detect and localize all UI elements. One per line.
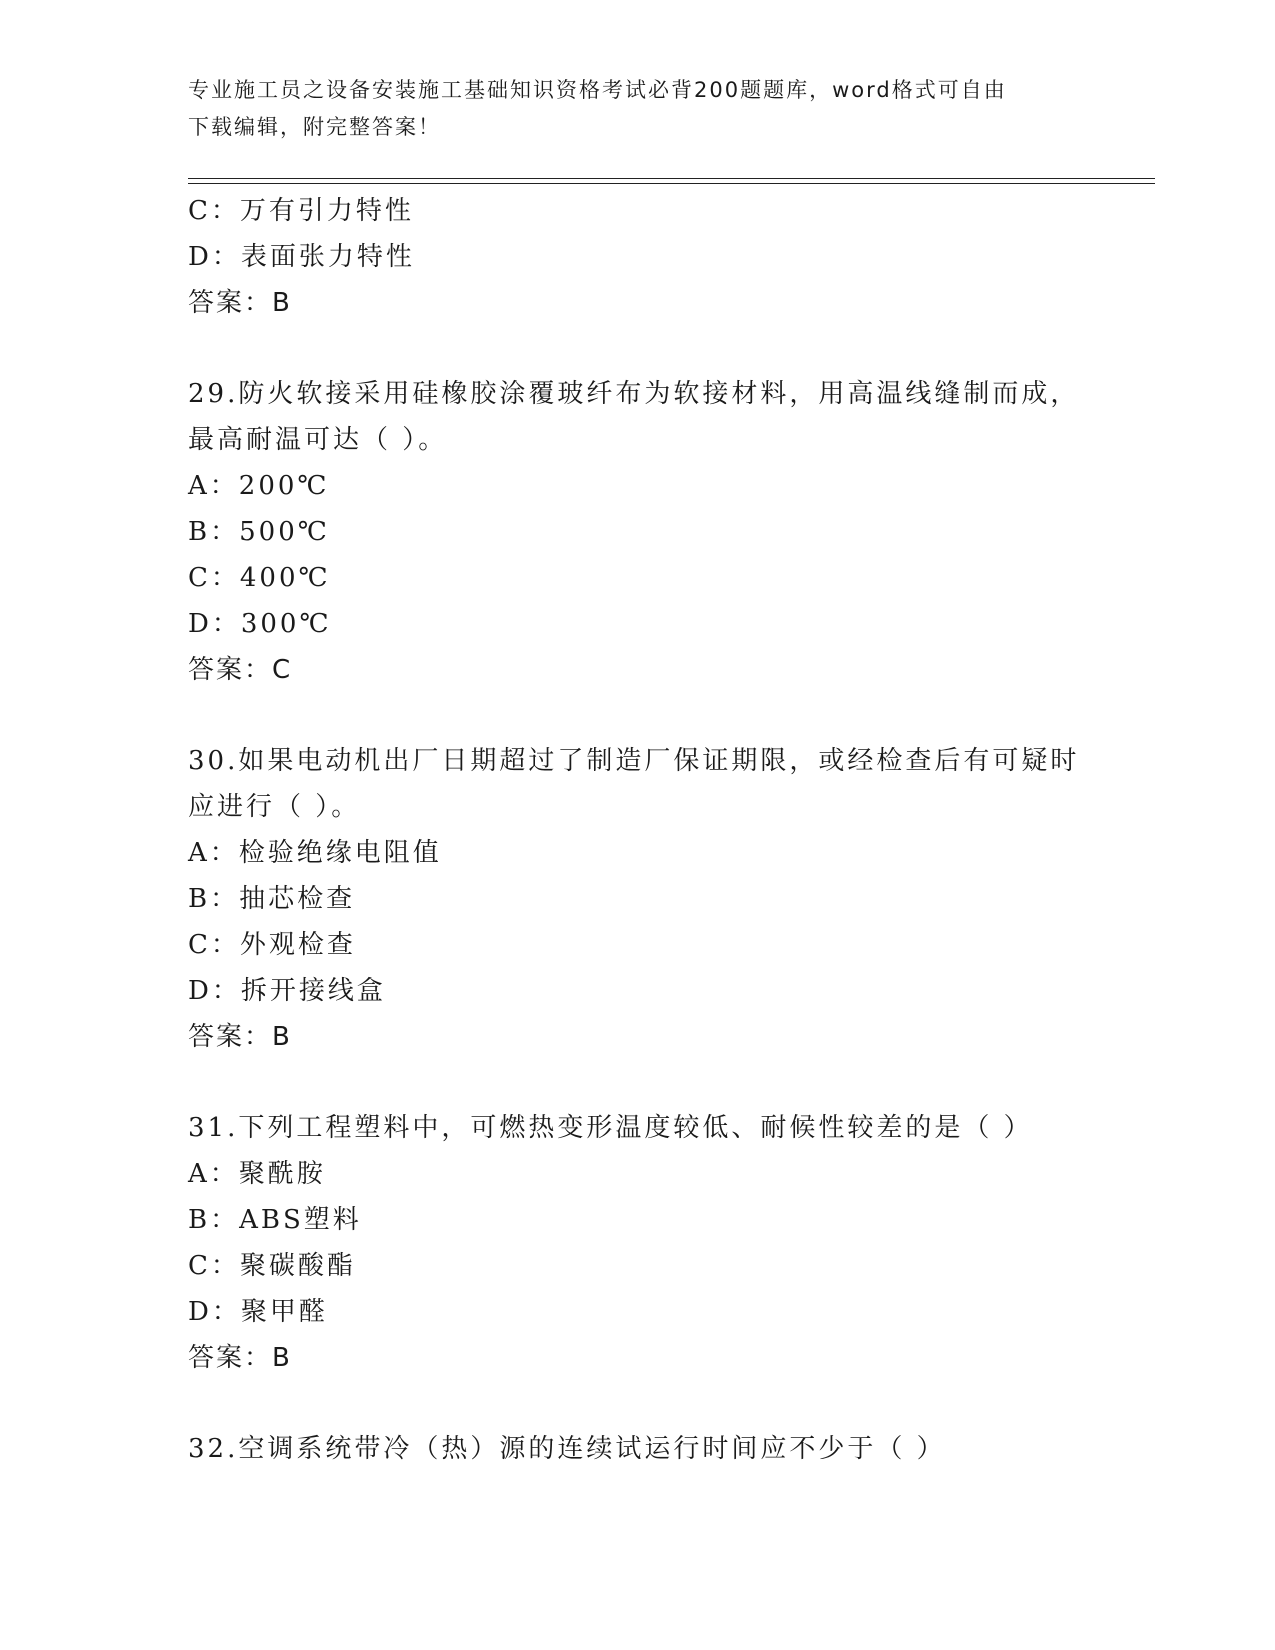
option-b: B：ABS塑料 (188, 1205, 362, 1235)
question-stem: 31.下列工程塑料中，可燃热变形温度较低、耐候性较差的是（ ） (188, 1113, 1033, 1143)
answer-line: 答案：B (188, 1022, 292, 1052)
question-stem-cont: 最高耐温可达（ ）。 (188, 425, 448, 455)
document-body (188, 188, 1088, 1472)
question-stem: 29.防火软接采用硅橡胶涂覆玻纤布为软接材料，用高温线缝制而成， (188, 379, 1080, 409)
spacer (188, 1060, 1088, 1105)
question-32 (188, 1426, 1088, 1472)
header-line-2: 下载编辑，附完整答案！ (188, 115, 441, 139)
answer-line: 答案：B (188, 288, 292, 318)
option-b: B：抽芯检查 (188, 884, 356, 914)
option-d: D：拆开接线盒 (188, 976, 386, 1006)
spacer (188, 326, 1088, 371)
question-30 (188, 738, 1088, 1060)
answer-line: 答案：B (188, 1343, 292, 1373)
option-c: C：聚碳酸酯 (188, 1251, 356, 1281)
spacer (188, 1381, 1088, 1426)
question-stem: 30.如果电动机出厂日期超过了制造厂保证期限，或经检查后有可疑时 (188, 746, 1080, 776)
option-c: C：400℃ (188, 563, 331, 593)
option-c: C：万有引力特性 (188, 196, 414, 226)
answer-line: 答案：C (188, 655, 293, 685)
question-31 (188, 1105, 1088, 1381)
option-d: D：表面张力特性 (188, 242, 415, 272)
option-b: B：500℃ (188, 517, 330, 547)
prev-question-tail (188, 188, 1088, 326)
document-header (188, 72, 1088, 146)
spacer (188, 693, 1088, 738)
header-line-1: 专业施工员之设备安装施工基础知识资格考试必背200题题库，word格式可自由 (188, 78, 1007, 102)
question-stem-cont: 应进行（ ）。 (188, 792, 361, 822)
option-d: D：300℃ (188, 609, 332, 639)
question-stem: 32.空调系统带冷（热）源的连续试运行时间应不少于（ ） (188, 1434, 946, 1464)
question-29 (188, 371, 1088, 693)
option-c: C：外观检查 (188, 930, 356, 960)
option-a: A：检验绝缘电阻值 (188, 838, 442, 868)
header-rule-top (188, 178, 1155, 179)
option-a: A：聚酰胺 (188, 1159, 326, 1189)
option-a: A：200℃ (188, 471, 330, 501)
option-d: D：聚甲醛 (188, 1297, 328, 1327)
header-rule-bottom (188, 183, 1155, 184)
